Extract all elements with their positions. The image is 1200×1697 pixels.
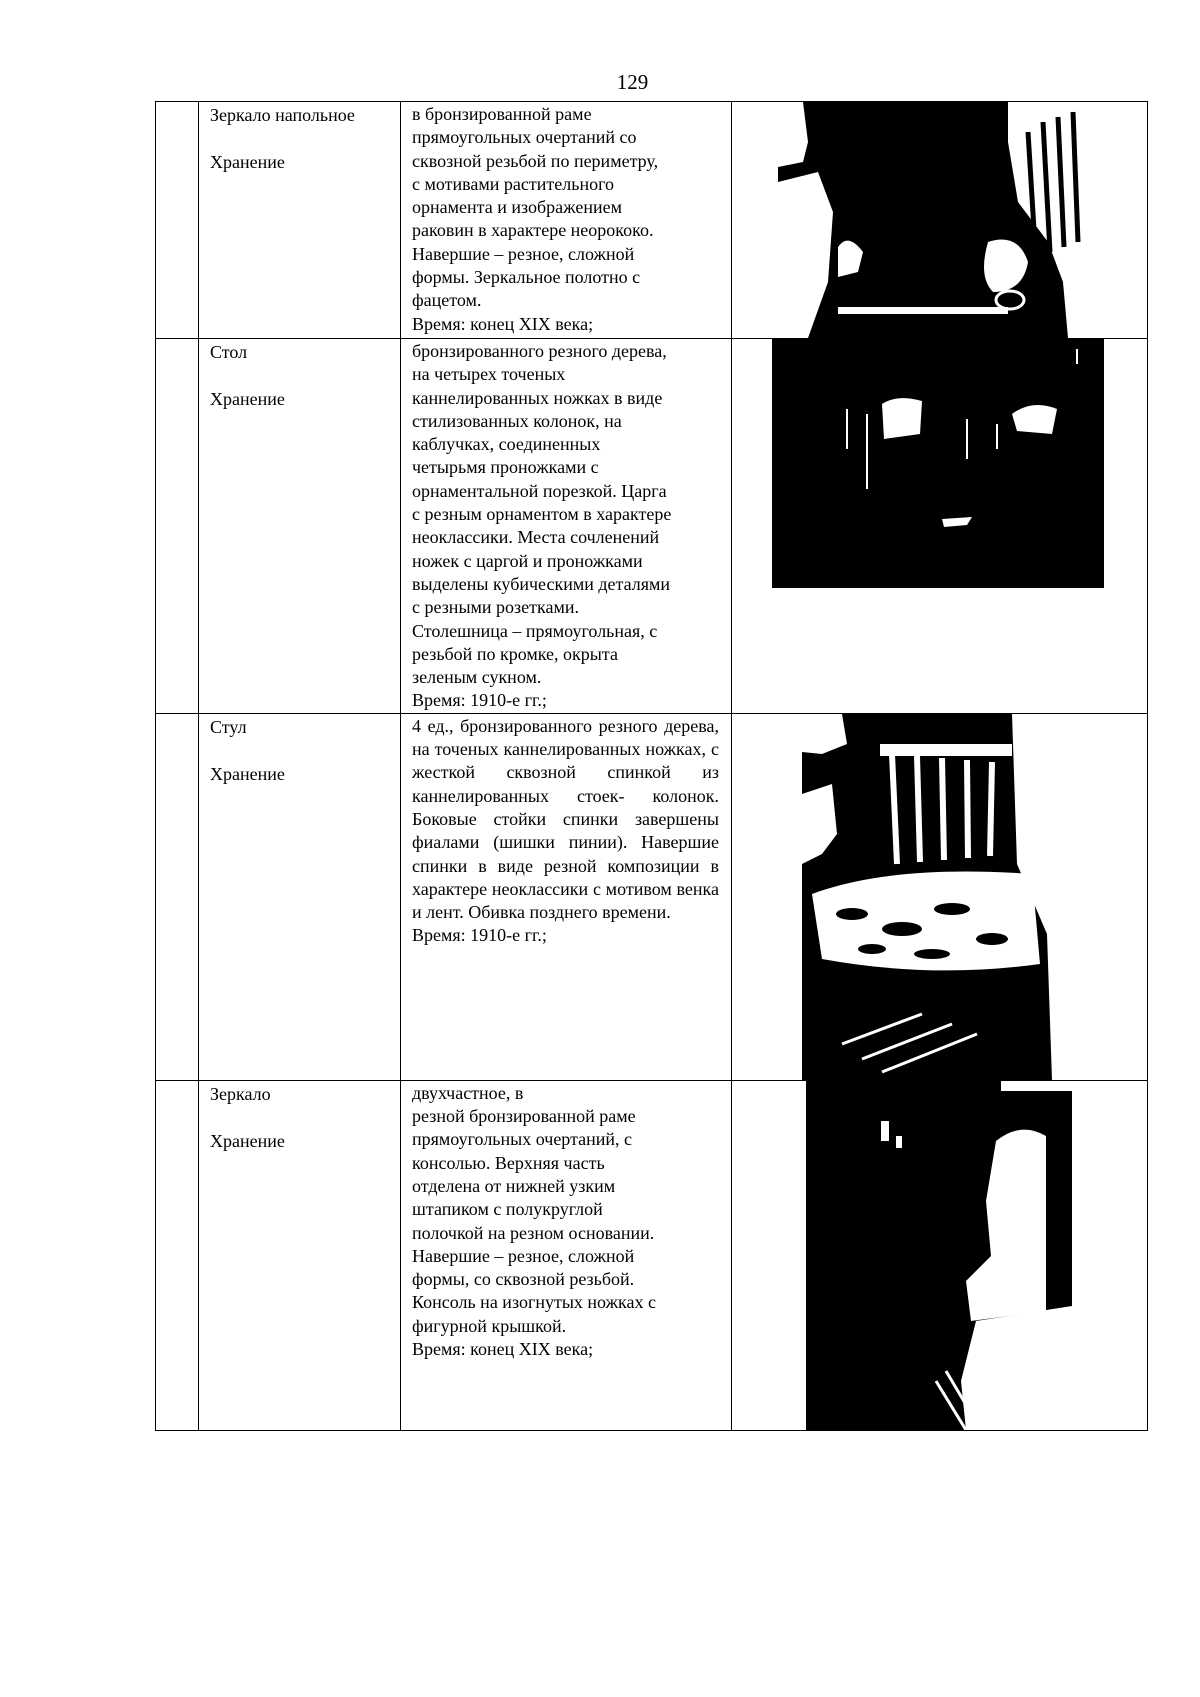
item-name: Зеркало напольное — [210, 105, 355, 125]
item-storage: Хранение — [210, 763, 285, 784]
description-line: штапиком с полукруглой — [412, 1199, 603, 1220]
description-line: консолью. Верхняя часть — [412, 1152, 605, 1173]
description-line: фигурной крышкой. — [412, 1315, 567, 1336]
name-cell — [199, 713, 401, 1080]
mirror-photo — [778, 102, 1090, 338]
description-line: формы, со сквозной резьбой. — [412, 1269, 635, 1290]
description-line: раковин в характере неорококо. — [412, 220, 654, 241]
description-line: с резным орнаментом в характере — [412, 504, 672, 525]
description-line: полочкой на резном основании. — [412, 1222, 655, 1243]
two-part-mirror-photo — [806, 1081, 1072, 1430]
description-line: с мотивами растительного — [412, 173, 615, 194]
index-cell — [156, 1080, 199, 1430]
item-storage: Хранение — [210, 152, 285, 172]
description-line: фацетом. — [412, 290, 482, 311]
description-line: каблучках, соединенных — [412, 434, 601, 455]
description-line: Время: 1910-е гг.; — [412, 690, 547, 711]
description-line: неоклассики. Места сочленений — [412, 527, 660, 548]
name-cell — [199, 102, 401, 339]
description-line: формы. Зеркальное полотно с — [412, 267, 641, 288]
description-cell — [401, 1080, 732, 1430]
description-line: на четырех точеных — [412, 364, 566, 385]
description-line: прямоугольных очертаний, с — [412, 1129, 633, 1150]
index-cell — [156, 102, 199, 339]
item-name: Зеркало — [210, 1083, 271, 1104]
description-line: ножек с царгой и проножками — [412, 550, 643, 571]
description-time: Время: 1910-е гг.; — [412, 925, 547, 946]
description-line: в бронзированной раме — [412, 104, 592, 124]
name-cell — [199, 1080, 401, 1430]
description-line: орнамента и изображением — [412, 197, 622, 218]
description-line: резной бронзированной раме — [412, 1106, 636, 1127]
index-cell — [156, 339, 199, 714]
description-line: с резными розетками. — [412, 597, 580, 618]
description-line: Навершие – резное, сложной — [412, 1245, 635, 1266]
description-line: сквозной резьбой по периметру, — [412, 150, 659, 171]
description-line: орнаментальной порезкой. Царга — [412, 480, 667, 501]
page-number: 129 — [616, 70, 649, 94]
description-line: резьбой по кромке, окрыта — [412, 643, 618, 664]
inventory-table — [155, 101, 1148, 1431]
description-text: 4 ед., бронзированного резного дерева, на точеных каннелированных ножках, с жесткой сквозной спинкой из каннелированных стоек- колонок. Боковые стойки спинки завершены фиалами (шишки пинии). Навершие спинки в виде резной композиции в характере неоклассики с мотивом венка и лент. Обивка позднего времени. — [412, 715, 719, 923]
description-line: бронзированного резного дерева, — [412, 341, 667, 361]
description-line: стилизованных колонок, на — [412, 410, 622, 431]
description-cell — [401, 713, 732, 1080]
name-cell — [199, 339, 401, 714]
table-photo — [772, 339, 1104, 588]
description-line: Столешница – прямоугольная, с — [412, 620, 658, 641]
description-line: Навершие – резное, сложной — [412, 243, 635, 264]
photo-cell — [732, 339, 1148, 714]
photo-cell — [732, 713, 1148, 1080]
item-storage: Хранение — [210, 389, 285, 409]
description-line: прямоугольных очертаний со — [412, 127, 637, 148]
description-cell — [401, 102, 732, 339]
chair-photo — [802, 714, 1074, 1080]
item-storage: Хранение — [210, 1130, 285, 1151]
table-row — [156, 713, 1148, 1080]
table-row — [156, 102, 1148, 339]
index-cell — [156, 713, 199, 1080]
description-line: Консоль на изогнутых ножках с — [412, 1292, 656, 1313]
description-line: каннелированных ножках в виде — [412, 387, 663, 408]
item-name: Стул — [210, 716, 247, 737]
description-line: Время: конец XIX века; — [412, 1339, 594, 1360]
description-cell — [401, 339, 732, 714]
description-line: отделена от нижней узким — [412, 1175, 616, 1196]
photo-cell — [732, 102, 1148, 339]
description-line: двухчастное, в — [412, 1082, 524, 1103]
description-line: зеленым сукном. — [412, 667, 542, 688]
description-line: выделены кубическими деталями — [412, 573, 671, 594]
item-name: Стол — [210, 342, 248, 362]
photo-cell — [732, 1080, 1148, 1430]
table-row — [156, 1080, 1148, 1430]
description-line: Время: конец XIX века; — [412, 313, 594, 334]
table-row — [156, 339, 1148, 714]
description-line: четырьмя проножками с — [412, 457, 599, 478]
